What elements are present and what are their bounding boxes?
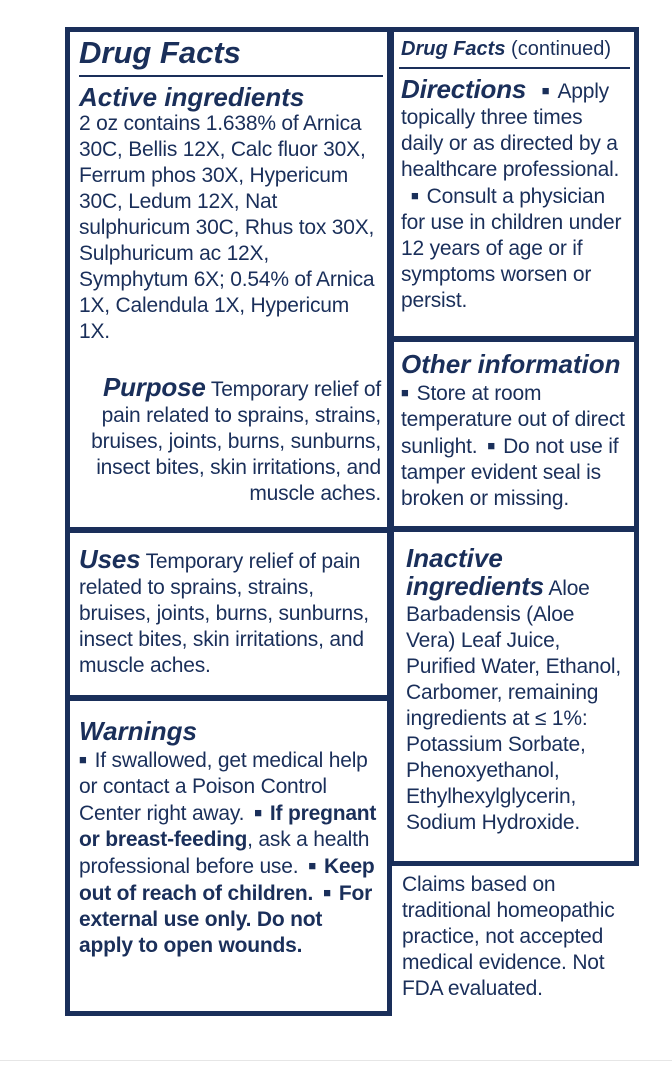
active-ingredients-panel [65,27,392,532]
other-information-panel [389,337,639,531]
claims-text: Claims based on traditional homeopathic practice, not accepted medical evidence. Not FDA evaluated. [402,873,615,1000]
active-ingredients-heading: Active ingredients [79,82,305,112]
purpose-heading: Purpose [102,372,206,402]
uses-section [79,545,381,679]
inactive-heading-line1: Inactive [406,543,503,573]
warning-item-children: Keep out of reach of children. [79,855,375,905]
warning-item-swallowed: ■ If swallowed, get medical help or contact a Poison Control Center right away. [79,749,368,825]
claims-statement [402,872,647,1002]
directions-panel [389,27,639,341]
drug-facts-title: Drug Facts [79,35,241,70]
continued-title-suffix: (continued) [511,38,612,60]
direction-item-consult: ■ Consult a physician for use in children under 12 years of age or if symptoms worsen or persist. [401,185,621,312]
warning-item-external: For external use only. Do not apply to open wounds. [79,882,373,957]
uses-panel [65,528,392,700]
continued-divider [399,67,630,69]
directions-heading: Directions [401,74,527,104]
continued-title [401,36,628,62]
uses-heading: Uses [79,544,141,574]
warnings-panel [65,696,392,1016]
purpose-text: Temporary relief of pain related to sprains, strains, bruises, joints, burns, sunburns, insect bites, skin irritations, and muscle aches. [91,378,381,505]
inactive-ingredients-text [406,572,628,836]
uses-text: Temporary relief of pain related to sprains, strains, bruises, joints, burns, sunburns, insect bites, skin irritations, and muscle aches. [79,550,369,677]
inactive-heading-line2: ingredients [406,571,544,601]
page-bottom-rule [0,1060,672,1061]
direction-item-apply: ■ Apply topically three times daily or as directed by a healthcare professional. [401,80,619,181]
active-ingredients-text: 2 oz contains 1.638% of Arnica 30C, Bellis 12X, Calc fluor 30X, Ferrum phos 30X, Hypericum 30C, Ledum 12X, Nat sulphuricum 30C, Rhus tox 30X, Sulphuricum ac 12X, Symphytum 6X; 0.54% of Arnica 1X, Calendula 1X, Hypericum 1X. [79,112,375,343]
other-item-seal: ■ Do not use if tamper evident seal is broken or missing. [401,435,618,510]
warnings-heading: Warnings [79,716,197,746]
other-information-heading: Other information [401,349,621,379]
purpose-section [79,373,381,507]
warning-item-pregnant-rest: , ask a health professional before use. [79,828,370,878]
other-information-text [401,380,628,512]
inactive-ingredients-list: Aloe Barbadensis (Aloe Vera) Leaf Juice, Purified Water, Ethanol, Carbomer, remaining ingredients at ≤ 1%: Potassium Sorbate, Phenoxyethanol, Ethylhexylglycerin, Sodium Hydroxide. [406,577,622,834]
title-divider [79,75,383,77]
other-item-store: ■ Store at room temperature out of direct sunlight. [401,382,625,458]
inactive-ingredients-panel [389,527,639,866]
directions-text [401,75,628,314]
warning-item-pregnant: If pregnant or breast-feeding [79,802,377,851]
continued-title-main: Drug Facts [401,38,506,60]
warnings-text [79,747,381,959]
